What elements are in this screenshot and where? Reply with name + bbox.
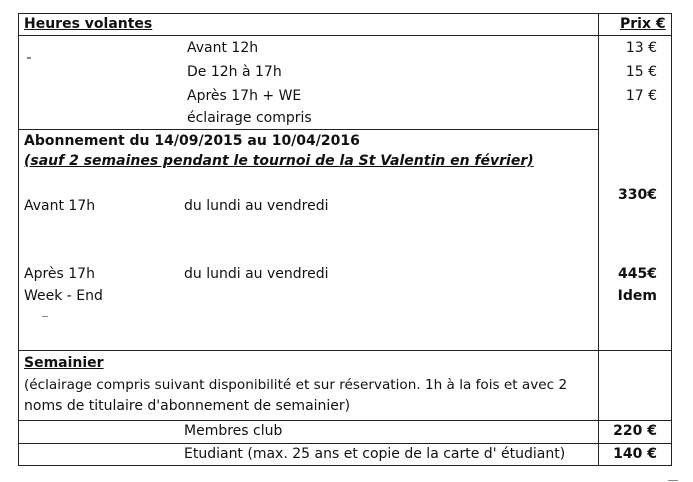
abonnement-row-time: Après 17h	[24, 266, 95, 282]
table-bottom-border	[18, 465, 672, 466]
scan-speck	[42, 316, 48, 317]
scan-speck	[668, 480, 678, 481]
abonnement-row-price: Idem	[617, 288, 657, 304]
heures-row-label: Avant 12h	[187, 40, 259, 56]
heures-row-price: 17 €	[625, 88, 657, 104]
membres-separator	[18, 443, 672, 444]
semainier-note-line2: noms de titulaire d'abonnement de semainier)	[24, 398, 351, 414]
semainier-separator	[18, 420, 672, 421]
semainier-row-label: Etudiant (max. 25 ans et copie de la carte d' étudiant)	[184, 446, 566, 462]
table-top-border	[18, 13, 672, 14]
price-column-header: Prix €	[620, 16, 666, 32]
header-separator	[18, 35, 672, 36]
abonnement-row-time: Avant 17h	[24, 198, 96, 214]
abonnement-row-price: 445€	[618, 266, 657, 282]
abonnement-row-price: 330€	[618, 187, 657, 203]
scan-speck	[27, 57, 31, 59]
heures-row-price: 15 €	[625, 64, 657, 80]
semainier-title: Semainier	[24, 355, 104, 371]
price-column-divider	[598, 13, 599, 466]
abonnement-separator	[18, 350, 672, 351]
heures-volantes-note: éclairage compris	[187, 110, 312, 126]
semainier-row-label: Membres club	[184, 423, 283, 439]
heures-row-label: Après 17h + WE	[187, 88, 302, 104]
section-title-heures-volantes: Heures volantes	[24, 16, 153, 32]
heures-volantes-separator	[18, 129, 598, 130]
semainier-row-price: 140 €	[613, 446, 657, 462]
abonnement-row-days: du lundi au vendredi	[184, 266, 329, 282]
table-right-border	[671, 13, 672, 466]
semainier-row-price: 220 €	[613, 423, 657, 439]
semainier-note-line1: (éclairage compris suivant disponibilité et sur réservation. 1h à la fois et avec 2	[24, 377, 568, 393]
abonnement-row-time: Week - End	[24, 288, 103, 304]
heures-row-price: 13 €	[625, 40, 657, 56]
abonnement-title: Abonnement du 14/09/2015 au 10/04/2016	[24, 133, 360, 149]
abonnement-subtitle: (sauf 2 semaines pendant le tournoi de la St Valentin en février)	[24, 153, 534, 169]
table-left-border	[18, 13, 19, 466]
abonnement-row-days: du lundi au vendredi	[184, 198, 329, 214]
heures-row-label: De 12h à 17h	[187, 64, 282, 80]
